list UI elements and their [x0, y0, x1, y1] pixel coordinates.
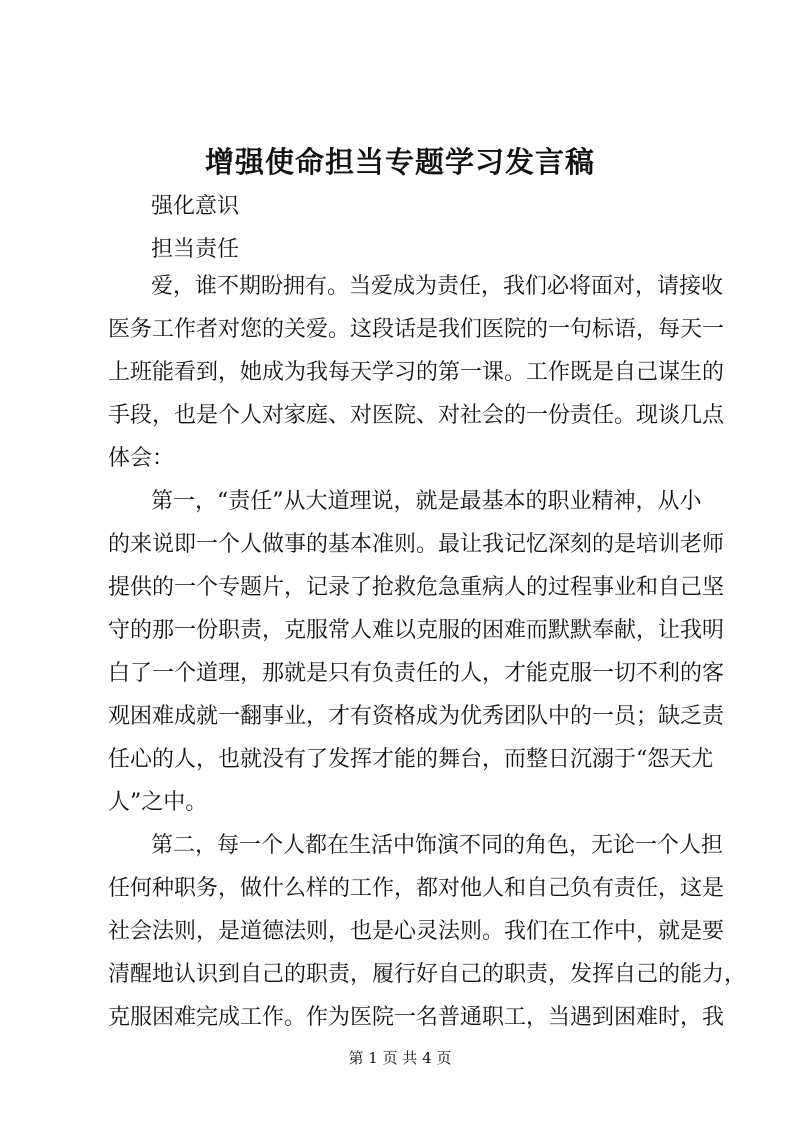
body-line: 克服困难完成工作。作为医院一名普通职工，当遇到困难时，我: [108, 1005, 725, 1030]
body-line: 提供的一个专题片，记录了抢救危急重病人的过程事业和自己坚: [108, 575, 725, 600]
body-line: 守的那一份职责，克服常人难以克服的困难而默默奉献，让我明: [108, 618, 725, 643]
body-line: 手段，也是个人对家庭、对医院、对社会的一份责任。现谈几点: [108, 403, 725, 428]
body-line: 第二，每一个人都在生活中饰演不同的角色，无论一个人担: [151, 833, 724, 858]
body-line: 人”之中。: [108, 790, 208, 815]
subtitle-2: 担当责任: [151, 237, 240, 262]
body-line: 观困难成就一翻事业，才有资格成为优秀团队中的一员；缺乏责: [108, 704, 725, 729]
body-line: 上班能看到，她成为我每天学习的第一课。工作既是自己谋生的: [108, 360, 725, 385]
document-title: 增强使命担当专题学习发言稿: [204, 145, 595, 179]
subtitle-1: 强化意识: [151, 194, 240, 219]
body-line: 体会：: [108, 446, 175, 471]
body-line: 清醒地认识到自己的职责，履行好自己的职责，发挥自己的能力，: [108, 962, 747, 987]
body-line: 爱，谁不期盼拥有。当爱成为责任，我们必将面对，请接收: [151, 274, 724, 299]
body-line: 第一，“责任”从大道理说，就是最基本的职业精神，从小: [151, 489, 702, 514]
body-line: 白了一个道理，那就是只有负责任的人，才能克服一切不利的客: [108, 661, 725, 686]
body-line: 任何种职务，做什么样的工作，都对他人和自己负有责任，这是: [108, 876, 725, 901]
body-line: 的来说即一个人做事的基本准则。最让我记忆深刻的是培训老师: [108, 532, 725, 557]
body-line: 医务工作者对您的关爱。这段话是我们医院的一句标语，每天一: [108, 317, 725, 342]
body-line: 社会法则，是道德法则，也是心灵法则。我们在工作中，就是要: [108, 919, 725, 944]
body-line: 任心的人，也就没有了发挥才能的舞台，而整日沉溺于“怨天尤: [108, 747, 714, 772]
page-footer: 第 1 页 共 4 页: [348, 1049, 452, 1067]
